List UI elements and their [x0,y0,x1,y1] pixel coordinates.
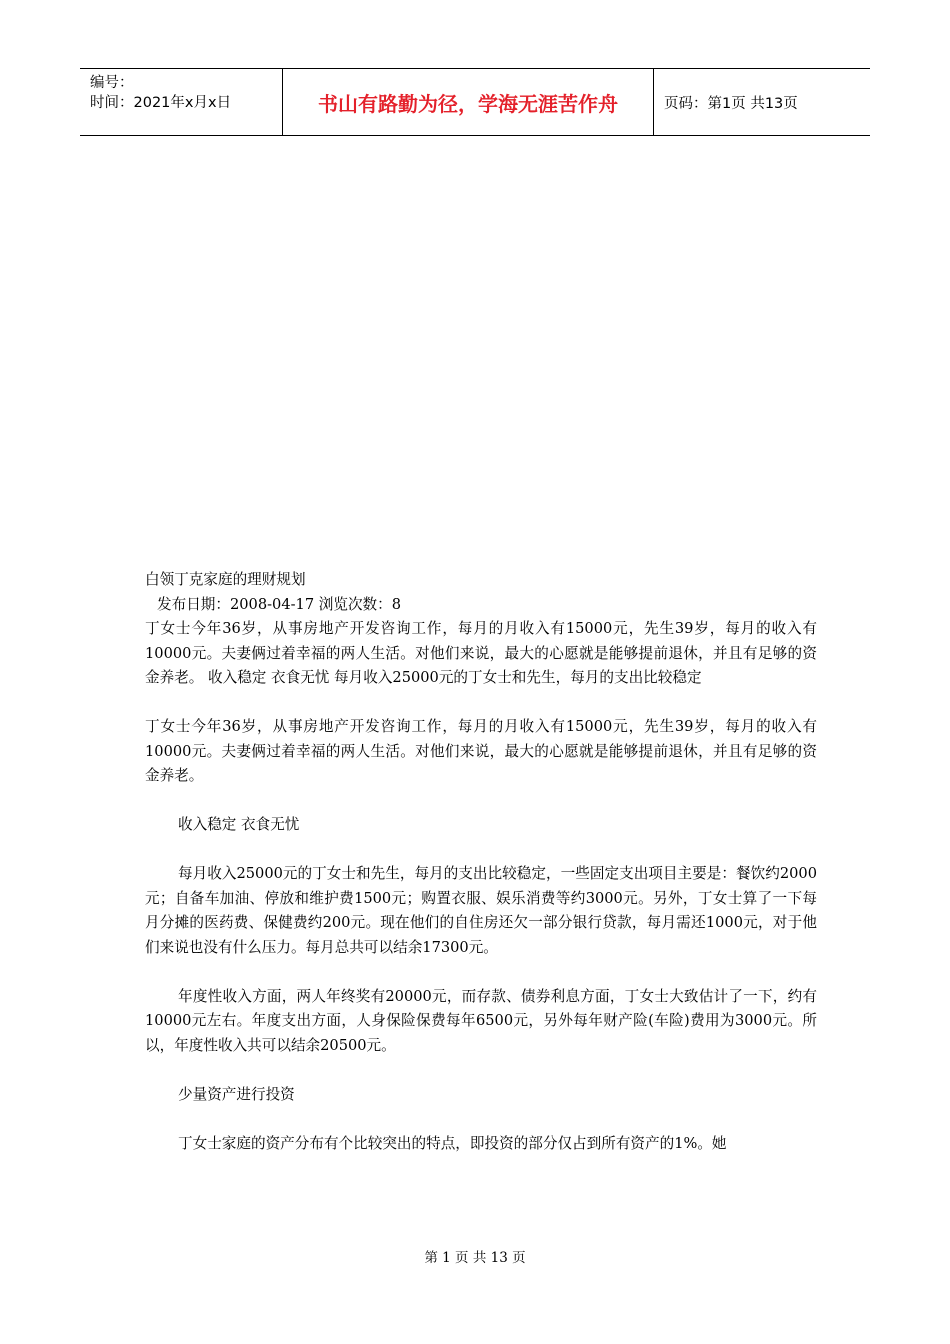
article-paragraph: 每月收入25000元的丁女士和先生，每月的支出比较稳定，一些固定支出项目主要是：餐饮约2000元；自备车加油、停放和维护费1500元；购置衣服、娱乐消费等约3000元。另外，丁女士算了一下每月分摊的医药费、保健费约200元。现在他们的自住房还欠一部分银行贷款，每月需还1000元，对于他们来说也没有什么压力。每月总共可以结余17300元。 [145,865,817,956]
article-title: 白领丁克家庭的理财规划 [145,571,306,588]
article-paragraph: 年度性收入方面，两人年终奖有20000元，而存款、债券利息方面，丁女士大致估计了一下，约有10000元左右。年度支出方面，人身保险保费每年6500元，另外每年财产险(车险)费用为3000元。所以，年度性收入共可以结余20500元。 [145,987,817,1054]
header-info-cell [80,69,282,135]
article-paragraph: 丁女士今年36岁，从事房地产开发咨询工作，每月的月收入有15000元，先生39岁，每月的收入有10000元。夫妻俩过着幸福的两人生活。对他们来说，最大的心愿就是能够提前退休，并且有足够的资金养老。 [145,718,817,784]
document-date-label: 时间：2021年x月x日 [90,95,232,111]
article-meta: 发布日期：2008-04-17 浏览次数：8 [157,595,402,613]
article-body [145,568,817,1156]
document-number-label: 编号： [90,75,134,91]
page-footer: 第 1 页 共 13 页 [424,1250,526,1266]
section-heading-investment: 少量资产进行投资 [178,1085,295,1103]
article-summary: 丁女士今年36岁，从事房地产开发咨询工作，每月的月收入有15000元，先生39岁，每月的收入有10000元。夫妻俩过着幸福的两人生活。对他们来说，最大的心愿就是能够提前退休，并且有足够的资金养老。 收入稳定 衣食无忧 每月收入25000元的丁女士和先生，每月的支出比较稳定 [145,620,817,686]
article-paragraph: 丁女士家庭的资产分布有个比较突出的特点，即投资的部分仅占到所有资产的1%。她 [178,1134,727,1152]
section-heading-income: 收入稳定 衣食无忧 [178,816,300,833]
header-page-info: 页码：第1页 共13页 [664,95,798,112]
document-header [80,68,870,136]
header-motto: 书山有路勤为径，学海无涯苦作舟 [282,69,654,135]
